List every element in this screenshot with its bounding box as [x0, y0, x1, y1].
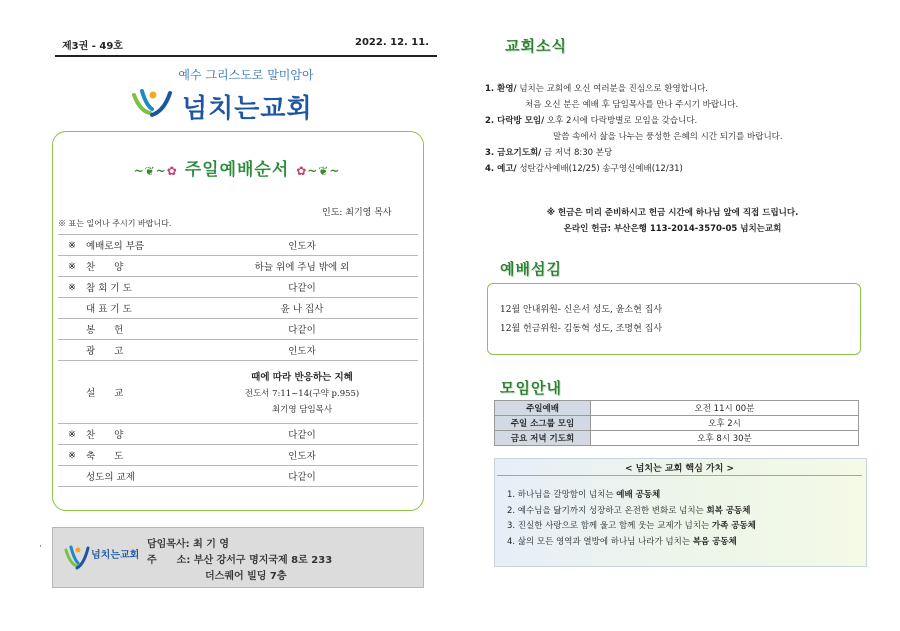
news-text: 넘치는 교회에 오신 여러분을 진심으로 환영합니다.: [516, 84, 708, 94]
news-item: [485, 161, 783, 177]
church-logo-icon: [130, 85, 176, 121]
flower-icon: ✿: [166, 164, 178, 178]
meeting-time: 오후 8시 30분: [591, 431, 859, 446]
service-item: 예배로의 부름: [86, 235, 186, 256]
worship-order-title: [52, 155, 422, 180]
service-row: [58, 235, 418, 256]
church-name: 넘치는교회: [182, 94, 313, 124]
news-text: 금 저녁 8:30 본당: [541, 148, 613, 158]
core-value-keyword: 회복 공동체: [706, 505, 751, 516]
service-row: [58, 424, 418, 445]
footer-logo-text: 넘치는교회: [91, 550, 140, 561]
meeting-time: 오전 11시 00분: [591, 401, 859, 416]
news-list: [485, 81, 783, 177]
sermon-title: 때에 따라 반응하는 지혜: [251, 372, 353, 383]
service-leader: 인도자: [186, 340, 418, 361]
service-item: 광 고: [86, 340, 186, 361]
core-value-item: [507, 504, 756, 520]
preacher-line: 인도: 최기영 목사: [322, 208, 392, 218]
news-text: 처음 오신 분은 예배 후 담임목사를 만나 주시기 바랍니다.: [525, 100, 739, 110]
header-divider: [55, 55, 437, 57]
offering-team-line: 12월 헌금위원- 김동혁 성도, 조명현 집사: [500, 324, 663, 334]
meeting-name: 주일예배: [495, 401, 591, 416]
service-row: [58, 361, 418, 424]
service-row: [58, 319, 418, 340]
stand-mark: [58, 340, 86, 361]
meetings-table: [494, 400, 859, 446]
core-value-text: 1. 하나님을 갈망함이 넘치는: [507, 490, 617, 500]
standing-note: ※ 표는 일어나 주시기 바랍니다.: [58, 219, 172, 228]
service-leader: 인도자: [186, 445, 418, 466]
sermon-preacher: 최기영 담임목사: [271, 405, 333, 415]
service-item: 봉 헌: [86, 319, 186, 340]
core-value-keyword: 가족 공동체: [711, 521, 756, 532]
meeting-row: [495, 416, 859, 431]
issue-number: 제3권 - 49호: [62, 41, 123, 52]
stand-mark: [58, 361, 86, 424]
issue-date: 2022. 12. 11.: [355, 37, 430, 48]
stand-mark: ※: [58, 235, 86, 256]
service-item: 성도의 교제: [86, 466, 186, 487]
core-value-text: 3. 진실한 사랑으로 함께 울고 함께 웃는 교제가 넘치는: [507, 521, 712, 532]
stand-mark: [58, 319, 86, 340]
service-leader: 다같이: [186, 466, 418, 487]
core-value-text: 2. 예수님을 닮기까지 성장하고 온전한 변화로 넘치는: [507, 505, 707, 516]
service-leader: 윤 나 집사: [186, 298, 418, 319]
meetings-section-title: 모임안내: [500, 379, 562, 397]
offering-note: ※ 헌금은 미리 준비하시고 헌금 시간에 하나님 앞에 직접 드립니다.: [546, 208, 799, 218]
service-item: 축 도: [86, 445, 186, 466]
core-values-list: [507, 488, 756, 550]
service-leader: 인도자: [186, 235, 418, 256]
leaf-ornament-icon: ~❦~: [133, 164, 167, 178]
core-values-divider: [497, 475, 862, 476]
service-leader: 하늘 위에 주님 밖에 외: [186, 256, 418, 277]
news-label: 2. 다락방 모임/: [485, 116, 545, 126]
service-order-table: [58, 234, 418, 487]
service-item: 대 표 기 도: [86, 298, 186, 319]
news-label: 1. 환영/: [485, 84, 517, 94]
service-row: [58, 256, 418, 277]
stand-mark: ※: [58, 256, 86, 277]
stray-mark: ·: [39, 542, 42, 552]
order-title-text: 주일예배순서: [184, 160, 290, 180]
news-item: [485, 113, 783, 129]
ushers-line: 12월 안내위원- 신은서 성도, 윤소현 집사: [500, 305, 663, 315]
stand-mark: [58, 466, 86, 487]
service-item: 찬 양: [86, 256, 186, 277]
service-item: 참 회 기 도: [86, 277, 186, 298]
news-text: 성탄감사예배(12/25) 송구영신예배(12/31): [516, 164, 683, 174]
core-value-keyword: 예배 공동체: [616, 490, 661, 500]
news-label: 4. 예고/: [485, 164, 517, 174]
service-row: [58, 277, 418, 298]
stand-mark: ※: [58, 277, 86, 298]
service-row: [58, 445, 418, 466]
ushers-section-title: 예배섬김: [500, 260, 562, 278]
meeting-time: 오후 2시: [591, 416, 859, 431]
church-motto: 예수 그리스도로 말미암아: [178, 68, 314, 82]
news-text: 말씀 속에서 삶을 나누는 풍성한 은혜의 시간 되기를 바랍니다.: [553, 132, 783, 142]
service-row: [58, 298, 418, 319]
service-row: [58, 466, 418, 487]
meeting-row: [495, 401, 859, 416]
ushers-box: [487, 283, 861, 355]
service-row: [58, 340, 418, 361]
core-value-keyword: 복음 공동체: [692, 536, 737, 547]
news-item: [485, 81, 783, 97]
service-item: 설 교: [86, 361, 186, 424]
news-item: [485, 129, 783, 145]
news-label: 3. 금요기도회/: [485, 148, 542, 158]
flower-icon: ✿: [296, 164, 308, 178]
core-value-text: 4. 삶의 모든 영역과 열방에 하나님 나라가 넘치는: [507, 536, 693, 547]
meeting-name: 금요 저녁 기도회: [495, 431, 591, 446]
news-item: [485, 97, 783, 113]
news-section-title: 교회소식: [505, 37, 567, 55]
core-value-item: [507, 488, 756, 504]
service-leader: 다같이: [186, 424, 418, 445]
core-values-title: < 넘치는 교회 핵심 가치 >: [625, 464, 734, 474]
core-value-item: [507, 535, 756, 551]
news-item: [485, 145, 783, 161]
meeting-row: [495, 431, 859, 446]
service-leader: 다같이: [186, 319, 418, 340]
online-offering: 온라인 헌금: 부산은행 113-2014-3570-05 넘치는교회: [563, 224, 782, 234]
service-leader: 다같이: [186, 277, 418, 298]
stand-mark: ※: [58, 424, 86, 445]
stand-mark: [58, 298, 86, 319]
stand-mark: ※: [58, 445, 86, 466]
core-value-item: [507, 519, 756, 535]
pastor-name: 담임목사: 최 기 영: [147, 539, 230, 550]
news-text: 오후 2시에 다락방별로 모임을 갖습니다.: [544, 116, 698, 126]
meeting-name: 주일 소그룹 모임: [495, 416, 591, 431]
address-line-2: 더스퀘어 빌딩 7층: [205, 571, 287, 582]
leaf-ornament-icon: ~❦~: [307, 164, 341, 178]
service-leader: [186, 361, 418, 424]
address-line-1: 주 소: 부산 강서구 명지국제 8로 233: [147, 555, 333, 566]
sermon-scripture: 전도서 7:11~14(구약 p.955): [244, 389, 360, 399]
service-item: 찬 양: [86, 424, 186, 445]
